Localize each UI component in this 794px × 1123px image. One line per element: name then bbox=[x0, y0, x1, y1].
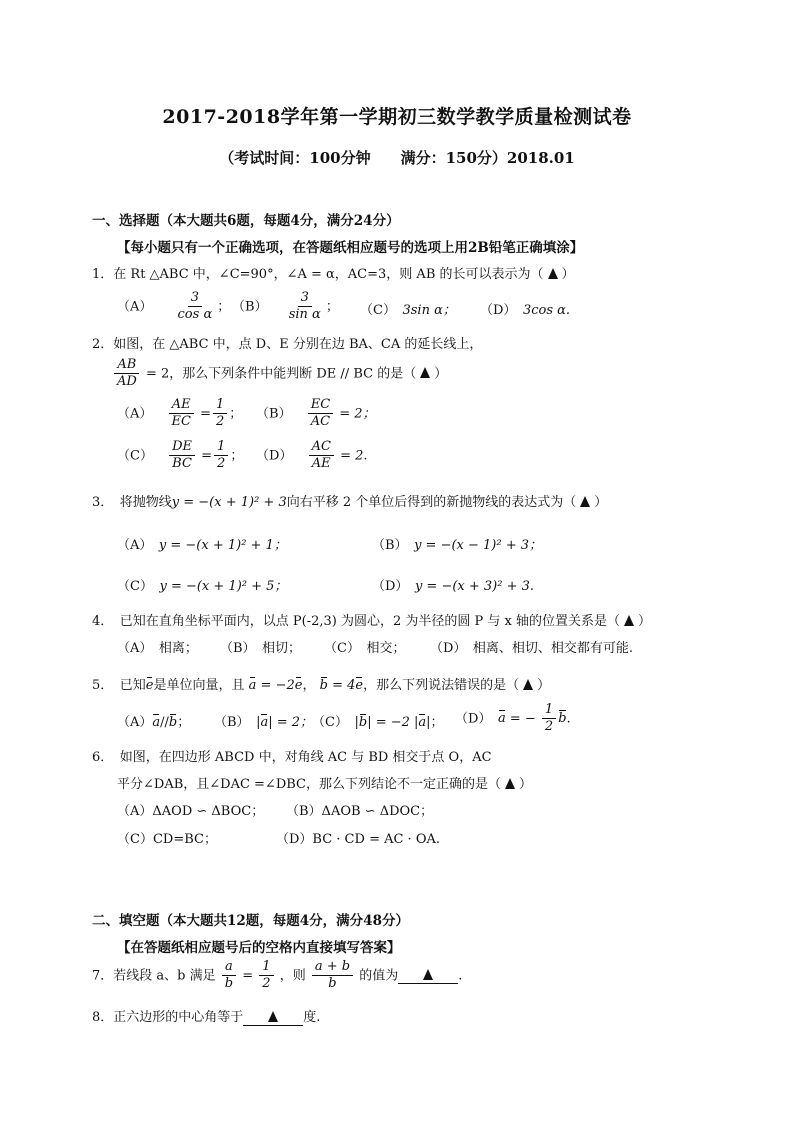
answer-triangle-icon bbox=[420, 367, 430, 378]
q5-option-c: （C） |b| = −2 |a|； bbox=[312, 715, 444, 730]
q2-option-b: （B） $\frac{EC}{AC}$ = 2； bbox=[256, 397, 376, 430]
q5-stem: 5． 已知e是单位向量，且 a = −2e， b = 4e，那么下列说法错误的是（ ） bbox=[92, 678, 551, 693]
q8-stem: 8．正六边形的中心角等于 度. bbox=[92, 1010, 321, 1025]
q1-stem: 1．在 Rt △ABC 中，∠C=90°，∠A = α，AC=3，则 AB 的长可以表示为（ ） bbox=[92, 267, 575, 282]
section1-instruction: 【每小题只有一个正确选项，在答题纸相应题号的选项上用2B铅笔正确填涂】 bbox=[117, 240, 584, 256]
answer-blank bbox=[243, 1010, 303, 1026]
q1-option-d: （D） 3cos α. bbox=[480, 303, 571, 318]
answer-triangle-icon bbox=[580, 496, 590, 507]
q4-option-d: （D） 相离、相切、相交都有可能. bbox=[430, 641, 634, 656]
q6-option-c: （C）CD=BC； bbox=[117, 832, 217, 847]
q5-option-a: （A）a//b； bbox=[117, 715, 191, 730]
section1-heading: 一、选择题（本大题共6题，每题4分，满分24分） bbox=[92, 213, 400, 229]
q4-stem: 4． 已知在直角坐标平面内，以点 P(-2,3) 为圆心，2 为半径的圆 P 与 x 轴的位置关系是（ ） bbox=[92, 614, 652, 629]
q7-stem: 7．若线段 a、b 满足 $\frac{a}{b}$ = $\frac{1}{2}$ ，则 $\frac{a + b}{b}$ 的值为 . bbox=[92, 959, 463, 992]
answer-triangle-icon bbox=[505, 778, 515, 789]
q4-option-c: （C） 相交； bbox=[324, 641, 406, 656]
q6-stem-line1: 6． 如图，在四边形 ABCD 中，对角线 AC 与 BD 相交于点 O，AC bbox=[92, 750, 492, 765]
q6-option-a: （A）ΔAOD ∽ ΔBOC； bbox=[117, 804, 265, 819]
q2-option-c: （C） $\frac{DE}{BC}$ = $\frac{1}{2}$ ； bbox=[117, 439, 244, 472]
q6-option-b: （B）ΔAOB ∽ ΔDOC； bbox=[286, 804, 434, 819]
q3-option-b: （B） y = −(x − 1)² + 3； bbox=[372, 538, 543, 553]
q3-stem: 3． 将抛物线y = −(x + 1)² + 3向右平移 2 个单位后得到的新抛物线的表达式为（ ） bbox=[92, 495, 608, 510]
q6-stem-line2: 平分∠DAB，且∠DAC =∠DBC，那么下列结论不一定正确的是（ ） bbox=[117, 777, 533, 792]
section2-heading: 二、填空题（本大题共12题，每题4分，满分48分） bbox=[92, 913, 409, 929]
exam-subtitle: （考试时间：100分钟 满分：150分）2018.01 bbox=[219, 149, 575, 167]
q2-option-d: （D） $\frac{AC}{AE}$ = 2. bbox=[256, 439, 368, 472]
answer-triangle-icon bbox=[268, 1011, 278, 1022]
q3-option-a: （A） y = −(x + 1)² + 1； bbox=[117, 538, 287, 553]
q2-condition: $\frac{AB}{AD}$ = 2，那么下列条件中能判断 DE // BC 的是（ ） bbox=[112, 358, 447, 390]
answer-triangle-icon bbox=[423, 969, 433, 980]
q1-option-a: （A） $\frac{3}{\text{cos α}}$ ； bbox=[117, 290, 231, 323]
q1-option-b: （B） $\frac{3}{\text{sin α}}$ ； bbox=[232, 290, 339, 323]
q4-option-b: （B） 相切； bbox=[220, 641, 302, 656]
page-title: 2017-2018学年第一学期初三数学教学质量检测试卷 bbox=[162, 106, 632, 128]
q5-option-d: （D） a = − $\frac{1}{2}$ b. bbox=[455, 702, 571, 735]
q3-option-c: （C） y = −(x + 1)² + 5； bbox=[117, 579, 288, 594]
q4-option-a: （A） 相离； bbox=[117, 641, 198, 656]
q3-option-d: （D） y = −(x + 3)² + 3. bbox=[372, 579, 535, 594]
answer-triangle-icon bbox=[523, 679, 533, 690]
answer-triangle-icon bbox=[624, 615, 634, 626]
q6-option-d: （D）BC · CD = AC · OA. bbox=[276, 832, 440, 847]
answer-triangle-icon bbox=[548, 268, 558, 279]
q5-option-b: （B） |a| = 2； bbox=[214, 715, 314, 730]
q2-option-a: （A） $\frac{AE}{EC}$ = $\frac{1}{2}$ ； bbox=[117, 397, 243, 430]
q2-stem: 2．如图，在 △ABC 中，点 D、E 分别在边 BA、CA 的延长线上， bbox=[92, 337, 483, 352]
q1-option-c: （C） 3sin α； bbox=[360, 303, 456, 318]
answer-blank bbox=[398, 968, 458, 984]
section2-instruction: 【在答题纸相应题号后的空格内直接填写答案】 bbox=[117, 940, 401, 956]
